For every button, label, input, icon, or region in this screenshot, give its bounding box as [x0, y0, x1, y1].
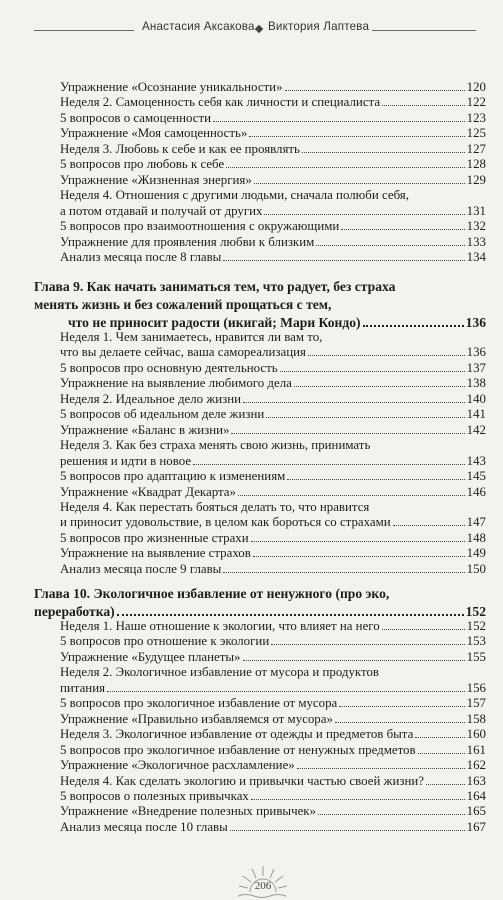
- chapter-10-page: 152: [465, 604, 486, 619]
- running-header: [0, 17, 503, 41]
- toc-entry[interactable]: [60, 562, 486, 576]
- dot-leader: [230, 830, 465, 831]
- toc-entry-title: 5 вопросов про отношение к экологии: [60, 634, 270, 649]
- toc-entry: [60, 188, 486, 202]
- dot-leader: [393, 525, 465, 526]
- dot-leader: [243, 402, 465, 403]
- toc-entry[interactable]: [60, 454, 486, 468]
- dot-leader: [251, 799, 465, 800]
- toc-entry-title: Неделя 2. Экологичное избавление от мусора и продуктов: [60, 665, 380, 680]
- toc-entry[interactable]: [60, 650, 486, 664]
- dot-leader: [251, 541, 465, 542]
- toc-entry-page: 158: [466, 711, 486, 726]
- dot-leader: [294, 386, 465, 387]
- chapter-10-title-line-1[interactable]: Глава 10. Экологичное избавление от ненужного (про эко,: [34, 586, 390, 601]
- toc-entry-title: питания: [60, 680, 106, 695]
- toc-entry[interactable]: [60, 804, 486, 818]
- toc-entry[interactable]: [60, 485, 486, 499]
- toc-entry[interactable]: [60, 634, 486, 648]
- toc-entry[interactable]: [60, 157, 486, 171]
- toc-entry[interactable]: [60, 126, 486, 140]
- toc-entry-title: Неделя 3. Экологичное избавление от одежды и предметов быта: [60, 727, 414, 742]
- toc-entry[interactable]: [60, 173, 486, 187]
- toc-entry-title: Анализ месяца после 8 главы: [60, 249, 222, 264]
- chapter-10-title-line-2[interactable]: [34, 604, 486, 619]
- toc-entry-page: 160: [466, 727, 486, 742]
- dot-leader: [308, 355, 465, 356]
- toc-entry-title: 5 вопросов про экологичное избавление от мусора: [60, 696, 338, 711]
- dot-leader: [271, 644, 464, 645]
- dot-leader: [287, 479, 464, 480]
- toc-entry[interactable]: [60, 515, 486, 529]
- toc-entry[interactable]: [60, 469, 486, 483]
- toc-entry-page: 156: [466, 680, 486, 695]
- toc-entry[interactable]: [60, 204, 486, 218]
- toc-entry-title: 5 вопросов про жизненные страхи: [60, 530, 249, 545]
- toc-entry-title: 5 вопросов про адаптацию к изменениям: [60, 469, 286, 484]
- toc-entry-title: Упражнение «Баланс в жизни»: [60, 422, 230, 437]
- toc-entry[interactable]: [60, 423, 486, 437]
- toc-entry[interactable]: [60, 250, 486, 264]
- toc-entry-title: 5 вопросов про любовь к себе: [60, 157, 225, 172]
- toc-entry-title: Упражнение «Осознание уникальности»: [60, 80, 283, 94]
- dot-leader: [231, 433, 464, 434]
- toc-entry-title: 5 вопросов о полезных привычках: [60, 788, 249, 803]
- dot-leader: [415, 737, 464, 738]
- toc-entry-title: Неделя 1. Чем занимаетесь, нравится ли вам то,: [60, 330, 323, 344]
- toc-entry-page: 134: [466, 249, 486, 264]
- toc-entry-title: Упражнение на выявление страхов: [60, 546, 251, 561]
- toc-entry-page: 149: [466, 546, 486, 561]
- toc-entry-title: 5 вопросов про взаимоотношения с окружающими: [60, 219, 340, 234]
- toc-entry-title: что вы делаете сейчас, ваша самореализация: [60, 345, 306, 360]
- toc-entry-title: Упражнение для проявления любви к близким: [60, 234, 315, 249]
- toc-entry[interactable]: [60, 235, 486, 249]
- toc-entry-page: 123: [466, 110, 486, 125]
- toc-entry-page: 143: [466, 453, 486, 468]
- toc-entry-title: Неделя 4. Как сделать экологию и привычки частью своей жизни?: [60, 773, 424, 788]
- toc-entry[interactable]: [60, 774, 486, 788]
- toc-entry-title: Неделя 3. Любовь к себе и как ее проявлять: [60, 141, 300, 156]
- toc-entry-page: 137: [466, 360, 486, 375]
- toc-entry-title: Анализ месяца после 9 главы: [60, 561, 222, 576]
- dot-leader: [254, 183, 465, 184]
- dot-leader: [426, 784, 465, 785]
- toc-entry-page: 147: [466, 515, 486, 530]
- toc-entry[interactable]: [60, 531, 486, 545]
- toc-entry-page: 140: [466, 391, 486, 406]
- chapter-9-title-line-1[interactable]: Глава 9. Как начать заниматься тем, что радует, без страха: [34, 279, 396, 294]
- toc-entry-page: 145: [466, 469, 486, 484]
- dot-leader: [418, 753, 465, 754]
- toc-entry[interactable]: [60, 345, 486, 359]
- dot-leader: [318, 814, 465, 815]
- toc-entry: [60, 438, 486, 452]
- toc-entry: [60, 330, 486, 344]
- toc-entry[interactable]: [60, 727, 486, 741]
- toc-entry-title: Упражнение «Квадрат Декарта»: [60, 484, 236, 499]
- toc-entry-page: 152: [466, 619, 486, 633]
- dot-leader: [107, 691, 465, 692]
- toc-entry[interactable]: [60, 376, 486, 390]
- dot-leader: [213, 121, 465, 122]
- toc-entry-title: 5 вопросов про экологичное избавление от ненужных предметов: [60, 742, 416, 757]
- dot-leader: [226, 167, 464, 168]
- dot-leader: [316, 245, 464, 246]
- toc-entry-page: 162: [466, 758, 486, 773]
- dot-leader: [285, 90, 465, 91]
- chapter-9-title-line-2[interactable]: менять жизнь и без сожалений прощаться с тем,: [34, 297, 332, 312]
- toc-entry-title: а потом отдавай и получай от других: [60, 203, 263, 218]
- toc-entry-title: Упражнение «Внедрение полезных привычек»: [60, 804, 316, 819]
- toc-entry-page: 141: [466, 407, 486, 422]
- dot-leader: [253, 556, 465, 557]
- dot-leader: [266, 417, 464, 418]
- dot-leader: [280, 371, 465, 372]
- toc-entry[interactable]: [60, 219, 486, 233]
- toc-entry[interactable]: [60, 392, 486, 406]
- toc-entry[interactable]: [60, 619, 486, 633]
- toc-entry-page: 163: [466, 773, 486, 788]
- toc-entry[interactable]: [60, 758, 486, 772]
- dot-leader: [302, 152, 465, 153]
- toc-entry[interactable]: [60, 789, 486, 803]
- toc-entry[interactable]: [60, 80, 486, 94]
- toc-entry-page: 127: [466, 141, 486, 156]
- toc-entry-page: 132: [466, 219, 486, 234]
- toc-entry-title: Упражнение «Моя самоценность»: [60, 126, 248, 141]
- dot-leader: [223, 572, 464, 573]
- dot-leader: [363, 325, 464, 327]
- toc-entry[interactable]: [60, 681, 486, 695]
- toc-entry-page: 120: [466, 80, 486, 94]
- toc-entry-title: 5 вопросов об идеальном деле жизни: [60, 407, 265, 422]
- page-footer: [232, 860, 292, 896]
- dot-leader: [297, 768, 465, 769]
- toc-entry-page: 136: [466, 345, 486, 360]
- dot-leader: [117, 614, 464, 616]
- page-number: 206: [254, 880, 272, 892]
- toc-entry[interactable]: [60, 546, 486, 560]
- toc-entry[interactable]: [60, 696, 486, 710]
- toc-entry-page: 125: [466, 126, 486, 141]
- toc-entry-page: 142: [466, 422, 486, 437]
- toc-entry-page: 155: [466, 649, 486, 664]
- toc-entry-title: Неделя 4. Как перестать бояться делать то, что нравится: [60, 499, 370, 514]
- toc-entry: [60, 500, 486, 514]
- toc-entry-title: Упражнение «Жизненная энергия»: [60, 172, 252, 187]
- toc-entry: [60, 665, 486, 679]
- toc-entry-page: 131: [466, 203, 486, 218]
- dot-leader: [193, 464, 465, 465]
- toc-entry-page: 129: [466, 172, 486, 187]
- toc-entry-page: 122: [466, 95, 486, 110]
- toc-entry-title: Упражнение «Будущее планеты»: [60, 649, 241, 664]
- toc-entry-title: 5 вопросов о самоценности: [60, 110, 212, 125]
- header-author-1: Анастасия Аксакова: [142, 20, 255, 33]
- dot-leader: [249, 136, 464, 137]
- toc-entry-title: Неделя 2. Самоценность себя как личности и специалиста: [60, 95, 381, 110]
- toc-entry-page: 148: [466, 530, 486, 545]
- toc-entry[interactable]: [60, 95, 486, 109]
- dot-leader: [223, 260, 464, 261]
- toc-entry-page: 167: [466, 819, 486, 834]
- dot-leader: [264, 214, 464, 215]
- header-rule-left: [34, 30, 134, 31]
- toc-entry-page: 153: [466, 634, 486, 649]
- toc-entry-page: 133: [466, 234, 486, 249]
- toc-entry-title: и приносит удовольствие, в целом как бороться со страхами: [60, 515, 391, 530]
- toc-entry-title: Неделя 1. Наше отношение к экологии, что влияет на него: [60, 619, 380, 633]
- chapter-9-title-line-3[interactable]: [68, 315, 486, 330]
- toc-entry-title: Неделя 3. Как без страха менять свою жизнь, принимать: [60, 438, 371, 453]
- header-rule-right: [372, 30, 476, 31]
- header-author-2: Виктория Лаптева: [268, 20, 370, 33]
- toc-entry-page: 128: [466, 157, 486, 172]
- chapter-10-title-text: переработка): [34, 604, 115, 619]
- toc-entry-page: 165: [466, 804, 486, 819]
- toc-entry[interactable]: [60, 712, 486, 726]
- toc-entry-page: 157: [466, 696, 486, 711]
- chapter-9-page: 136: [465, 315, 486, 330]
- toc-entry-page: 164: [466, 788, 486, 803]
- dot-leader: [341, 229, 464, 230]
- toc-entry-title: Упражнение «Правильно избавляемся от мусора»: [60, 711, 333, 726]
- toc-entry[interactable]: [60, 142, 486, 156]
- dot-leader: [382, 629, 465, 630]
- chapter-9-title-text: что не приносит радости (икигай; Мари Кондо): [68, 315, 361, 330]
- toc-entry-page: 161: [466, 742, 486, 757]
- toc-entry[interactable]: [60, 111, 486, 125]
- toc-entry-title: решения и идти в новое: [60, 453, 192, 468]
- dot-leader: [238, 495, 465, 496]
- toc-entry-title: Неделя 2. Идеальное дело жизни: [60, 391, 242, 406]
- toc-entry[interactable]: [60, 820, 486, 834]
- toc-entry-page: 150: [466, 561, 486, 576]
- toc-entry-title: 5 вопросов про основную деятельность: [60, 360, 278, 375]
- toc-entry-title: Анализ месяца после 10 главы: [60, 819, 228, 834]
- toc-entry[interactable]: [60, 361, 486, 375]
- dot-leader: [335, 722, 465, 723]
- dot-leader: [339, 706, 464, 707]
- toc-entry-title: Упражнение на выявление любимого дела: [60, 376, 292, 391]
- toc-entry-page: 146: [466, 484, 486, 499]
- dot-leader: [243, 660, 465, 661]
- toc-entry-title: Упражнение «Экологичное расхламление»: [60, 758, 295, 773]
- toc-entry[interactable]: [60, 743, 486, 757]
- dot-leader: [382, 105, 465, 106]
- toc-entry-page: 138: [466, 376, 486, 391]
- toc-entry[interactable]: [60, 407, 486, 421]
- diamond-separator-icon: [255, 25, 263, 33]
- toc-entry-title: Неделя 4. Отношения с другими людьми, сначала полюби себя,: [60, 188, 409, 203]
